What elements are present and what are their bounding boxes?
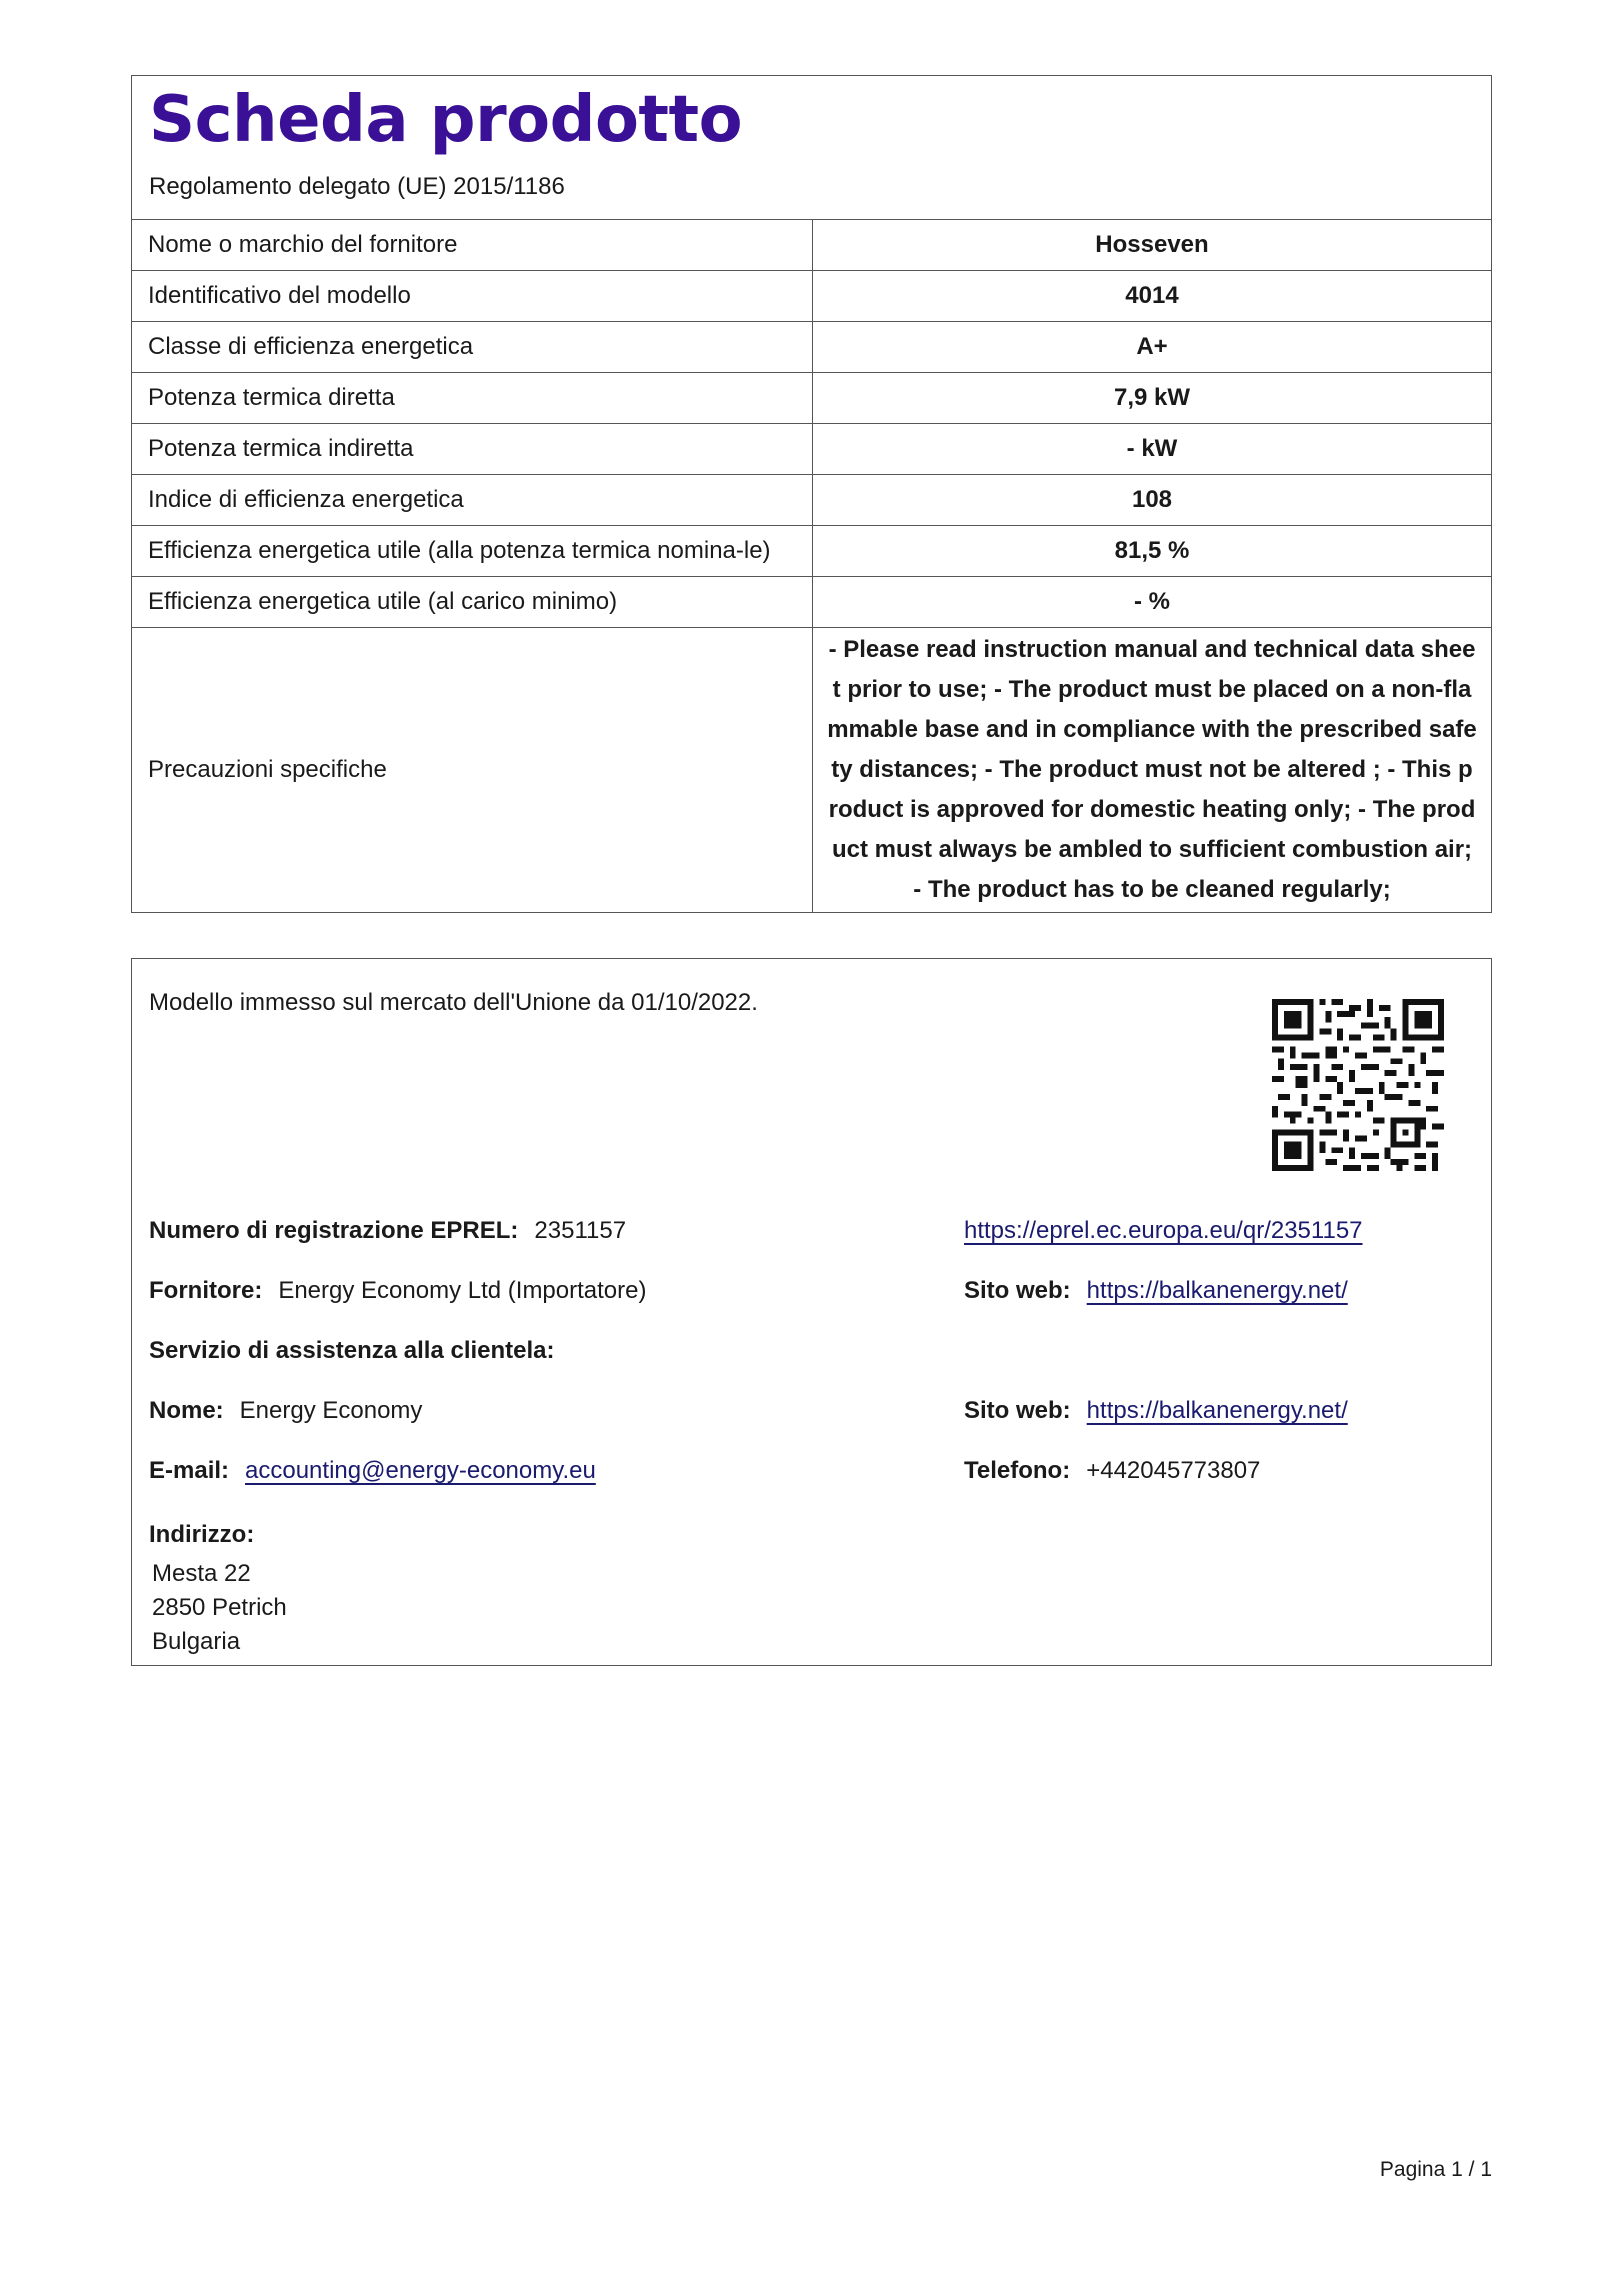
table-row xyxy=(132,423,1491,474)
phone-value: +442045773807 xyxy=(1086,1457,1261,1484)
spec-value: A+ xyxy=(813,321,1492,372)
regulation-reference: Regolamento delegato (UE) 2015/1186 xyxy=(149,172,565,200)
address-line: 2850 Petrich xyxy=(152,1594,287,1621)
eprel-row xyxy=(149,1217,626,1245)
precautions-value: - Please read instruction manual and technical data sheet prior to use; - The product must be placed on a non-flammable base and in compliance with the prescribed safety distances; - The product must not be altered ; - This product is approved for domestic heating only; - The product must always be ambled to sufficient combustion air; - The product has to be cleaned regularly; xyxy=(813,627,1492,912)
eprel-label: Numero di registrazione EPREL: xyxy=(149,1217,519,1244)
service-heading-row xyxy=(149,1337,571,1365)
spec-label: Precauzioni specifiche xyxy=(132,627,813,912)
spec-value: - kW xyxy=(813,423,1492,474)
supplier-info-box xyxy=(131,958,1492,1666)
address-line: Mesta 22 xyxy=(152,1560,251,1587)
table-row xyxy=(132,270,1491,321)
table-row xyxy=(132,321,1491,372)
phone-label: Telefono: xyxy=(964,1457,1071,1484)
name-value: Energy Economy xyxy=(239,1397,423,1424)
website-label: Sito web: xyxy=(964,1397,1071,1424)
spec-label: Classe di efficienza energetica xyxy=(132,321,813,372)
table-row xyxy=(132,627,1491,912)
eprel-number: 2351157 xyxy=(534,1217,627,1244)
spec-label: Potenza termica indiretta xyxy=(132,423,813,474)
spec-value: 7,9 kW xyxy=(813,372,1492,423)
spec-label: Indice di efficienza energetica xyxy=(132,474,813,525)
spec-label: Potenza termica diretta xyxy=(132,372,813,423)
supplier-label: Fornitore: xyxy=(149,1277,263,1304)
spec-value: 4014 xyxy=(813,270,1492,321)
page-title: Scheda prodotto xyxy=(149,83,743,157)
address-heading-row xyxy=(149,1521,270,1549)
address-line: Bulgaria xyxy=(152,1628,241,1655)
eprel-link[interactable]: https://eprel.ec.europa.eu/qr/2351157 xyxy=(964,1217,1363,1244)
spec-value: 81,5 % xyxy=(813,525,1492,576)
service-heading: Servizio di assistenza alla clientela: xyxy=(149,1337,555,1364)
spec-value: - % xyxy=(813,576,1492,627)
service-website-row xyxy=(964,1397,1348,1425)
supplier-website-row xyxy=(964,1277,1348,1305)
spec-value: 108 xyxy=(813,474,1492,525)
table-row xyxy=(132,474,1491,525)
table-row xyxy=(132,372,1491,423)
page-number: Pagina 1 / 1 xyxy=(1379,2158,1492,2181)
service-website-link[interactable]: https://balkanenergy.net/ xyxy=(1086,1397,1348,1424)
spec-label: Efficienza energetica utile (al carico minimo) xyxy=(132,576,813,627)
service-name-row xyxy=(149,1397,422,1425)
qr-code-icon[interactable] xyxy=(1272,999,1444,1171)
eprel-url-row xyxy=(964,1217,1363,1245)
website-label: Sito web: xyxy=(964,1277,1071,1304)
spec-label: Identificativo del modello xyxy=(132,270,813,321)
table-row xyxy=(132,576,1491,627)
spec-label: Efficienza energetica utile (alla potenza termica nomina-le) xyxy=(132,525,813,576)
address-block xyxy=(152,1557,287,1659)
specs-table xyxy=(132,220,1491,912)
table-row xyxy=(132,525,1491,576)
spec-value: Hosseven xyxy=(1095,230,1209,258)
name-label: Nome: xyxy=(149,1397,224,1424)
phone-row xyxy=(964,1457,1260,1485)
email-row xyxy=(149,1457,596,1485)
email-label: E-mail: xyxy=(149,1457,230,1484)
email-link[interactable]: accounting@energy-economy.eu xyxy=(245,1457,596,1484)
sheet-header xyxy=(132,76,1491,220)
table-row xyxy=(132,220,1491,271)
supplier-value: Energy Economy Ltd (Importatore) xyxy=(278,1277,647,1304)
spec-label: Nome o marchio del fornitore xyxy=(132,220,813,271)
market-date-text: Modello immesso sul mercato dell'Unione da 01/10/2022. xyxy=(149,989,758,1016)
product-sheet xyxy=(131,75,1492,913)
address-label: Indirizzo: xyxy=(149,1521,255,1548)
supplier-website-link[interactable]: https://balkanenergy.net/ xyxy=(1086,1277,1348,1304)
supplier-row xyxy=(149,1277,646,1305)
